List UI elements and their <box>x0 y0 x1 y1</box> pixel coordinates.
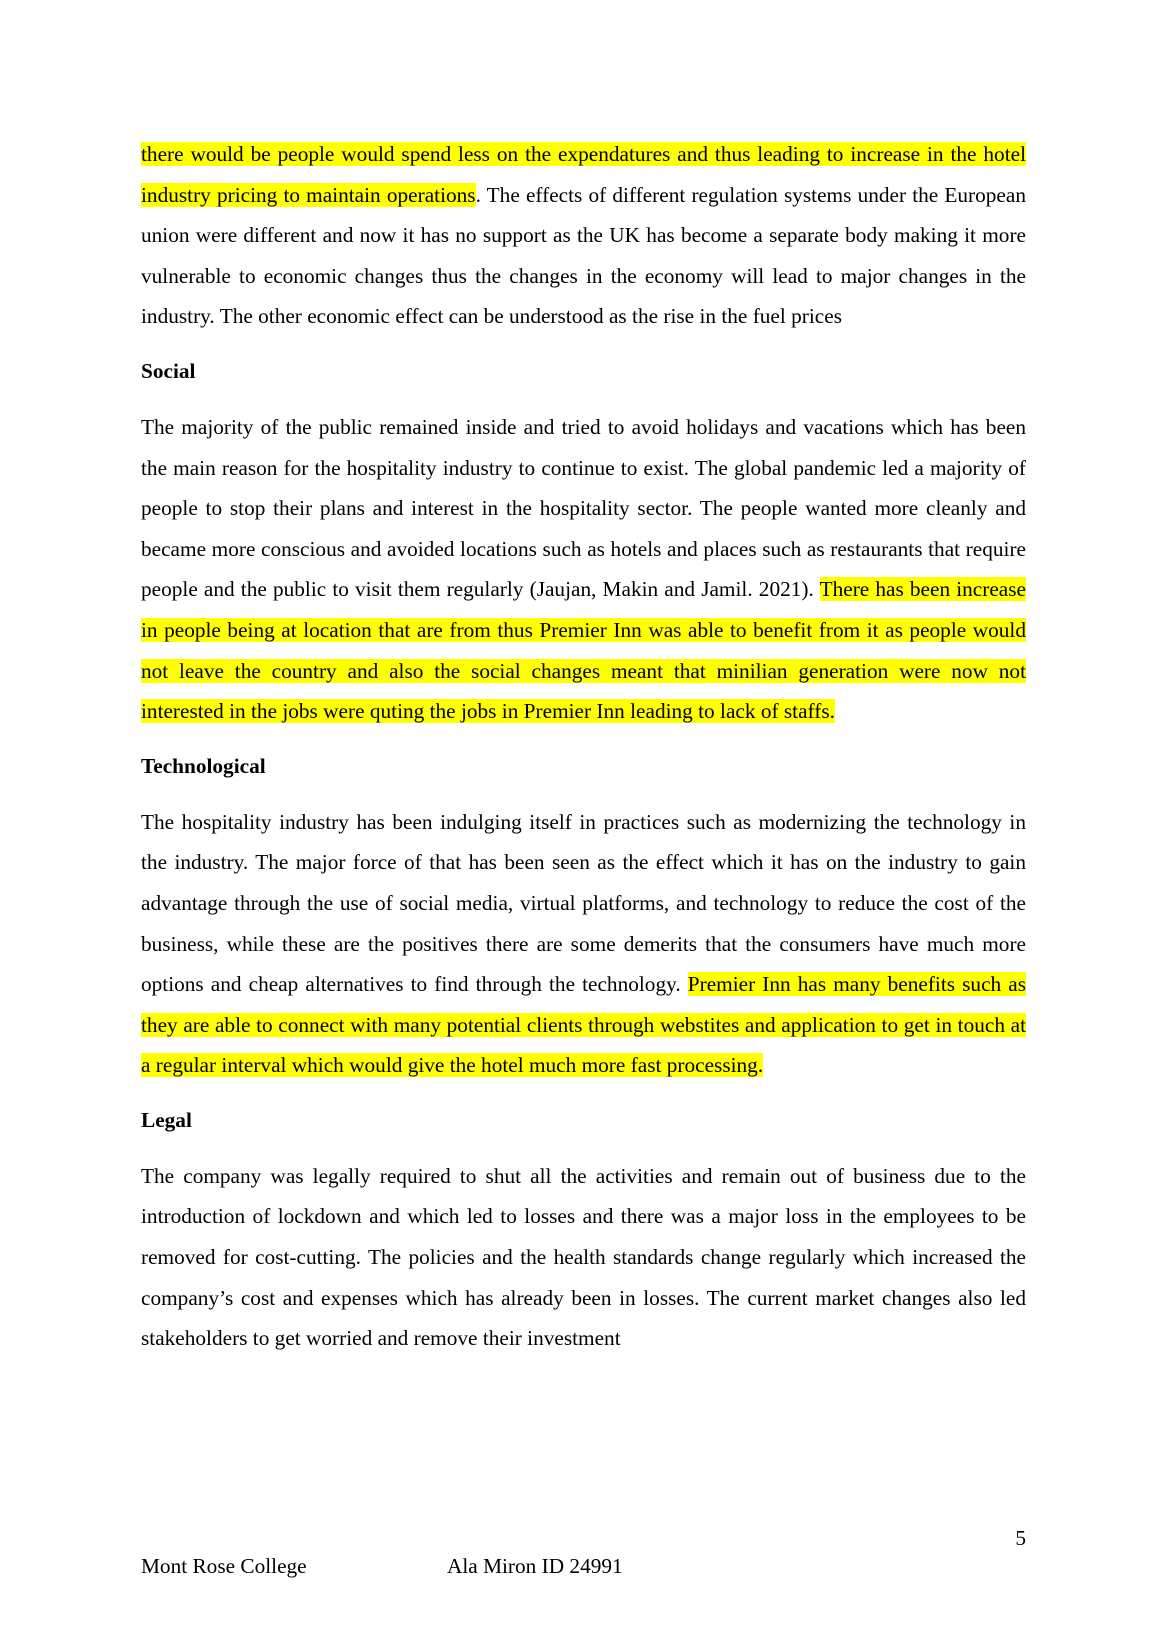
highlighted-text: there would be people would spend less on the expendatures and thus leading to increase in the hotel industry pricing to maintain operations <box>141 142 1026 207</box>
paragraph-text: The company was legally required to shut all the activities and remain out of business due to the introduction of lockdown and which led to losses and there was a major loss in the employees to be removed for cost-cutting. The policies and the health standards change regularly which increased the company’s cost and expenses which has already been in losses. The current market changes also led stakeholders to get worried and remove their investment <box>141 1163 1026 1351</box>
social-paragraph <box>141 407 1026 732</box>
paragraph-text: . The effects of different regulation systems under the European union were different and now it has no support as the UK has become a separate body making it more vulnerable to economic changes thus the changes in the economy will lead to major changes in the industry. The other economic effect can be understood as the rise in the fuel prices <box>141 182 1026 329</box>
legal-paragraph <box>141 1156 1026 1359</box>
section-heading-legal: Legal <box>141 1107 192 1132</box>
section-heading-social: Social <box>141 358 196 383</box>
footer-college: Mont Rose College <box>141 1554 307 1578</box>
intro-paragraph <box>141 134 1026 337</box>
paragraph-text: The majority of the public remained inside and tried to avoid holidays and vacations which has been the main reason for the hospitality industry to continue to exist. The global pandemic led a majority of people to stop their plans and interest in the hospitality sector. The people wanted more cleanly and became more conscious and avoided locations such as hotels and places such as restaurants that require people and the public to visit them regularly (Jaujan, Makin and Jamil. 2021). <box>141 414 1026 602</box>
footer-author: Ala Miron ID 24991 <box>447 1554 623 1578</box>
highlighted-text: Premier Inn has many benefits such as they are able to connect with many potential clients through webstites and application to get in touch at a regular interval which would give the hotel much more fast processing. <box>141 972 1027 1078</box>
highlighted-text: There has been increase in people being at location that are from thus Premier Inn was able to benefit from it as people would not leave the country and also the social changes meant that minilian generation were now not interested in the jobs were quting the jobs in Premier Inn leading to lack of staffs. <box>141 577 1027 724</box>
section-heading-technological: Technological <box>141 753 266 778</box>
page-number: 5 <box>1015 1526 1026 1550</box>
paragraph-text: The hospitality industry has been indulging itself in practices such as modernizing the technology in the industry. The major force of that has been seen as the effect which it has on the industry to gain advantage through the use of social media, virtual platforms, and technology to reduce the cost of the business, while these are the positives there are some demerits that the consumers have much more options and cheap alternatives to find through the technology. <box>141 809 1026 997</box>
technological-paragraph <box>141 802 1026 1086</box>
page-content <box>141 134 1026 1373</box>
